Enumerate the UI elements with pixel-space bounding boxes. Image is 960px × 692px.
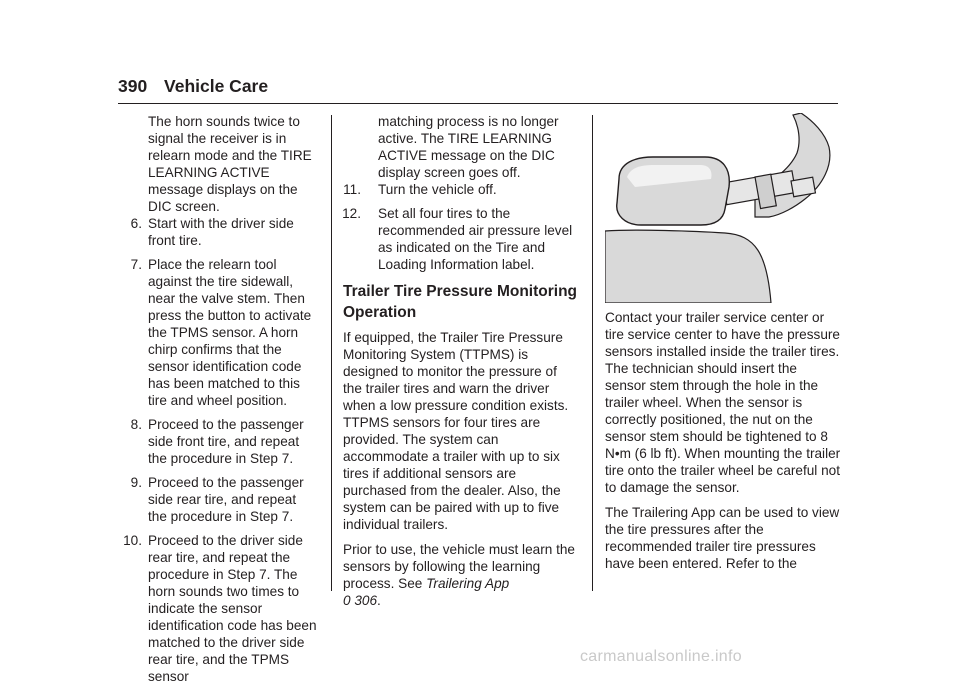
paragraph	[343, 541, 579, 609]
step-item	[118, 532, 318, 685]
step-number: 10.	[123, 533, 142, 548]
paragraph: Contact your trailer service center or tire service center to have the pressure sensors installed inside the trailer tires. The technician should insert the sensor stem through the hole in the trailer wheel. When the sensor is correctly positioned, the nut on the sensor stem should be tightened to 8 N•m (6 lb ft). When mounting the trailer tire onto the trailer wheel be careful not to damage the sensor.	[605, 310, 841, 495]
step-number: 11.	[343, 182, 361, 197]
step-number: 6.	[130, 216, 142, 231]
step-text: Place the relearn tool against the tire sidewall, near the valve stem. Then press the button to activate the TPMS sensor. A horn chirp confirms that the sensor identification code has been matched to this tire and wheel position.	[148, 257, 312, 408]
section-subheading: Trailer Tire Pressure Monitoring Operation	[343, 283, 578, 321]
step-number: 7.	[130, 257, 142, 272]
step-item	[118, 474, 318, 525]
cross-reference-page[interactable]: 0 306	[343, 593, 378, 608]
step-text: Proceed to the driver side rear tire, and repeat the procedure in Step 7. The horn sounds two times to indicate the sensor identification code has been matched to the driver side rear tire, and the TPMS sensor	[148, 533, 317, 684]
paragraph-text-end: .	[377, 593, 381, 608]
cross-reference-link[interactable]: Trailering App	[426, 576, 510, 591]
step-text: Start with the driver side front tire.	[148, 216, 294, 248]
page-header	[118, 76, 268, 96]
step-text: Proceed to the passenger side front tire, and repeat the procedure in Step 7.	[148, 417, 304, 466]
page-number: 390	[118, 76, 148, 96]
watermark: carmanualsonline.info	[580, 648, 742, 665]
continued-text: matching process is no longer active. The TIRE LEARNING ACTIVE message on the DIC display screen goes off.	[378, 114, 559, 180]
step-item	[343, 205, 579, 273]
paragraph: If equipped, the Trailer Tire Pressure Monitoring System (TTPMS) is designed to monitor the pressure of the trailer tires and warn the driver when a low pressure condition exists. TTPMS sensors for four tires are provided. The system can accommodate a trailer with up to six tires if additional sensors are purchased from the dealer. Also, the system can be paired with up to five individual trailers.	[343, 330, 569, 532]
column-1	[118, 113, 318, 692]
step-text: Turn the vehicle off.	[378, 182, 497, 197]
column-divider	[592, 115, 593, 591]
step-text: Set all four tires to the recommended air pressure level as indicated on the Tire and Loading Information label.	[378, 206, 573, 272]
paragraph-text: Prior to use, the vehicle must learn the sensors by following the learning process. See	[343, 542, 575, 591]
valve-tip-shape	[791, 177, 815, 197]
step-number: 9.	[130, 475, 142, 490]
step-item	[118, 416, 318, 467]
step-number: 8.	[130, 417, 142, 432]
tpms-sensor-illustration	[605, 113, 837, 303]
continued-text: The horn sounds twice to signal the receiver is in relearn mode and the TIRE LEARNING ACTIVE message displays on the DIC screen.	[148, 114, 312, 214]
column-divider	[331, 115, 332, 591]
tire-inner-shape	[605, 230, 771, 303]
column-3	[605, 309, 841, 580]
column-2	[343, 113, 579, 617]
header-rule	[118, 103, 838, 104]
step-text: Proceed to the passenger side rear tire, and repeat the procedure in Step 7.	[148, 475, 304, 524]
step-item	[118, 215, 318, 249]
step-item	[118, 256, 318, 409]
section-title: Vehicle Care	[164, 76, 269, 96]
step-number: 12.	[342, 206, 361, 221]
step-item	[343, 181, 579, 198]
paragraph: The Trailering App can be used to view the tire pressures after the recommended trailer tire pressures have been entered. Refer to the	[605, 505, 840, 571]
